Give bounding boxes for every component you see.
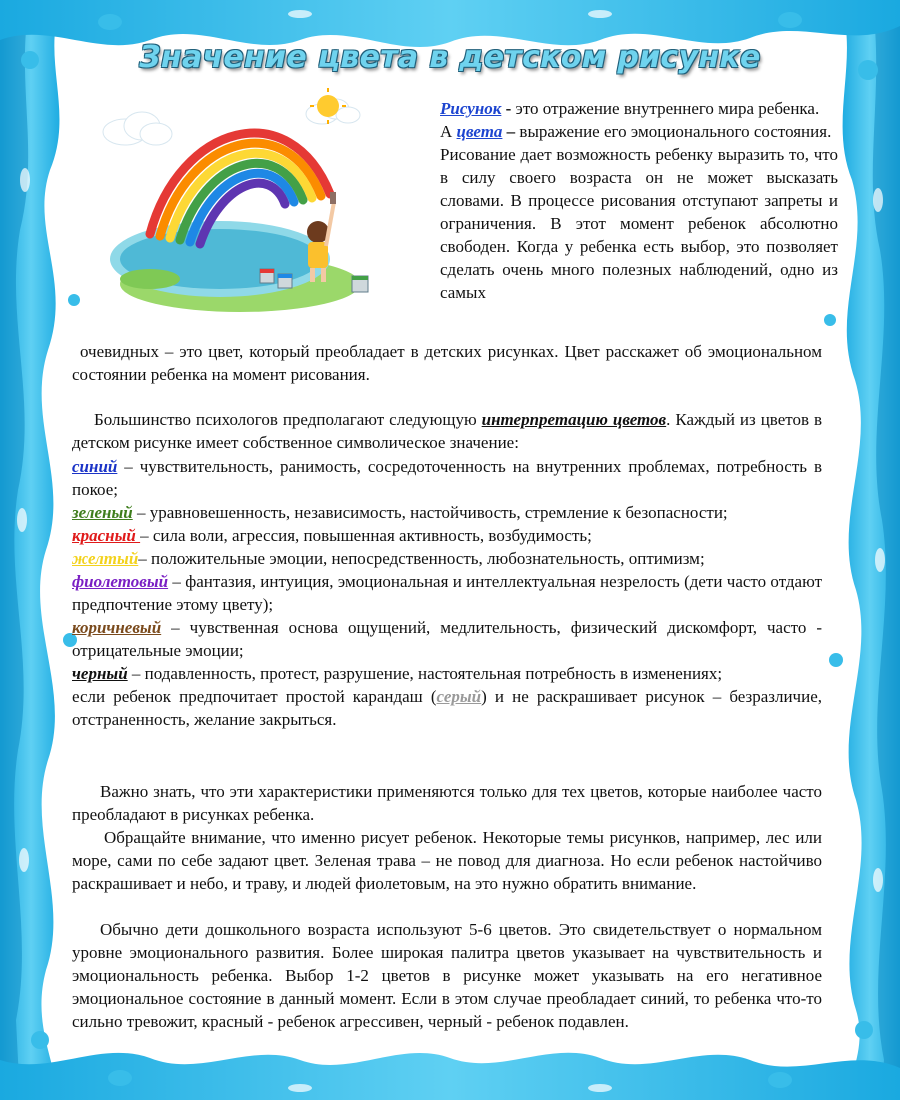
attention-text: Обращайте внимание, что именно рисует ребенок. Некоторые темы рисунков, например, лес или море, сами по себе задают цвет. Зеленая трава – не повод для диагноза. Но если ребенок настойчиво раскрашивает и небо, и траву, и людей фиолетовым, на это нужно обратить внимание. (72, 828, 822, 893)
interpretation-rest: . Каждый из цветов в детском рисунке имеет собственное символическое значение: (72, 410, 823, 452)
color-name-blue: синий (72, 457, 118, 476)
color-sep: – (132, 503, 150, 522)
color-item-violet (72, 570, 822, 616)
pencil-lead: если ребенок предпочитает простой карандаш ( (72, 687, 437, 706)
intro-text-3: Рисование дает возможность ребенку выразить то, что в силу своего возраста он не может высказать словами. В процессе рисования отступают запреты и ограничения. В этот момент ребенок абсолютно свободен. Когда у ребенка есть выбор, это позволяет сделать очень много полезных наблюдений, одно из самых (440, 145, 838, 302)
intro-paragraph (440, 97, 838, 304)
intro-text-2: выражение его эмоционального состояния. (519, 122, 832, 141)
color-item-brown (72, 616, 822, 662)
color-text-red: сила воли, агрессия, повышенная активность, возбудимость; (152, 526, 592, 545)
color-name-grey: серый (436, 687, 482, 706)
interpretation-term: интерпретацию цветов (481, 410, 667, 429)
important-paragraph (72, 780, 822, 826)
dash: – (502, 122, 520, 141)
color-item-black (72, 662, 822, 685)
color-name-black: черный (72, 664, 128, 683)
color-meaning-list (72, 455, 822, 731)
color-name-brown: коричневый (72, 618, 162, 637)
color-item-red (72, 524, 822, 547)
important-text: Важно знать, что эти характеристики применяются только для тех цветов, которые наиболее часто преобладают в рисунках ребенка. (72, 782, 822, 824)
intro-text-1: это отражение внутреннего мира ребенка. (515, 99, 820, 118)
color-name-violet: фиолетовый (72, 572, 169, 591)
color-sep: – (161, 618, 190, 637)
color-sep: – (138, 549, 152, 568)
color-name-yellow: желтый (72, 549, 139, 568)
pencil-paragraph (72, 685, 822, 731)
link-drawing[interactable]: Рисунок (440, 99, 502, 118)
color-sep: – (140, 526, 153, 545)
intro-text-4: очевидных – это цвет, который преобладает в детских рисунках. Цвет расскажет об эмоциональном состоянии ребенка на момент рисования. (72, 342, 822, 384)
dash: - (501, 99, 516, 118)
color-text-green: уравновешенность, независимость, настойчивость, стремление к безопасности; (149, 503, 728, 522)
color-sep: – (117, 457, 140, 476)
palette-paragraph (72, 918, 822, 1033)
link-colors[interactable]: цвета (456, 122, 503, 141)
color-name-red: красный (72, 526, 141, 545)
page-title: Значение цвета в детском рисунке (139, 40, 761, 75)
color-text-brown: чувственная основа ощущений, медлительность, физический дискомфорт, часто - отрицательные эмоции; (72, 618, 822, 660)
interpretation-lead: Большинство психологов предполагают следующую (94, 410, 482, 429)
color-sep: – (168, 572, 186, 591)
intro-continuation (72, 340, 822, 386)
color-text-black: подавленность, протест, разрушение, настоятельная потребность в изменениях; (144, 664, 723, 683)
color-sep: – (127, 664, 145, 683)
pencil-rest: ) и не раскрашивает рисунок – безразличие, отстраненность, желание закрыться. (72, 687, 822, 729)
color-text-blue: чувствительность, ранимость, сосредоточенность на внутренних проблемах, потребность в покое; (72, 457, 823, 499)
attention-paragraph (72, 826, 822, 895)
interpretation-paragraph (72, 408, 822, 454)
color-text-violet: фантазия, интуиция, эмоциональная и интеллектуальная незрелость (дети часто отдают предпочтение этому цвету); (72, 572, 823, 614)
color-name-green: зеленый (72, 503, 133, 522)
color-item-blue (72, 455, 822, 501)
color-text-yellow: положительные эмоции, непосредственность, любознательность, оптимизм; (151, 549, 705, 568)
palette-text: Обычно дети дошкольного возраста используют 5-6 цветов. Это свидетельствует о нормальном уровне эмоционального развития. Более широкая палитра цветов указывает на чувствительность и эмоциональность ребенка. Выбор 1-2 цветов в рисунке может указывать на его негативное эмоциональное состояние в данный момент. Если в этом случае преобладает синий, то ребенка что-то сильно тревожит, красный - ребенок агрессивен, черный - ребенок подавлен. (72, 920, 822, 1031)
color-item-yellow (72, 547, 822, 570)
rainbow-painting-girl-icon (90, 84, 410, 314)
color-item-green (72, 501, 822, 524)
intro-lead-2: А (440, 122, 457, 141)
